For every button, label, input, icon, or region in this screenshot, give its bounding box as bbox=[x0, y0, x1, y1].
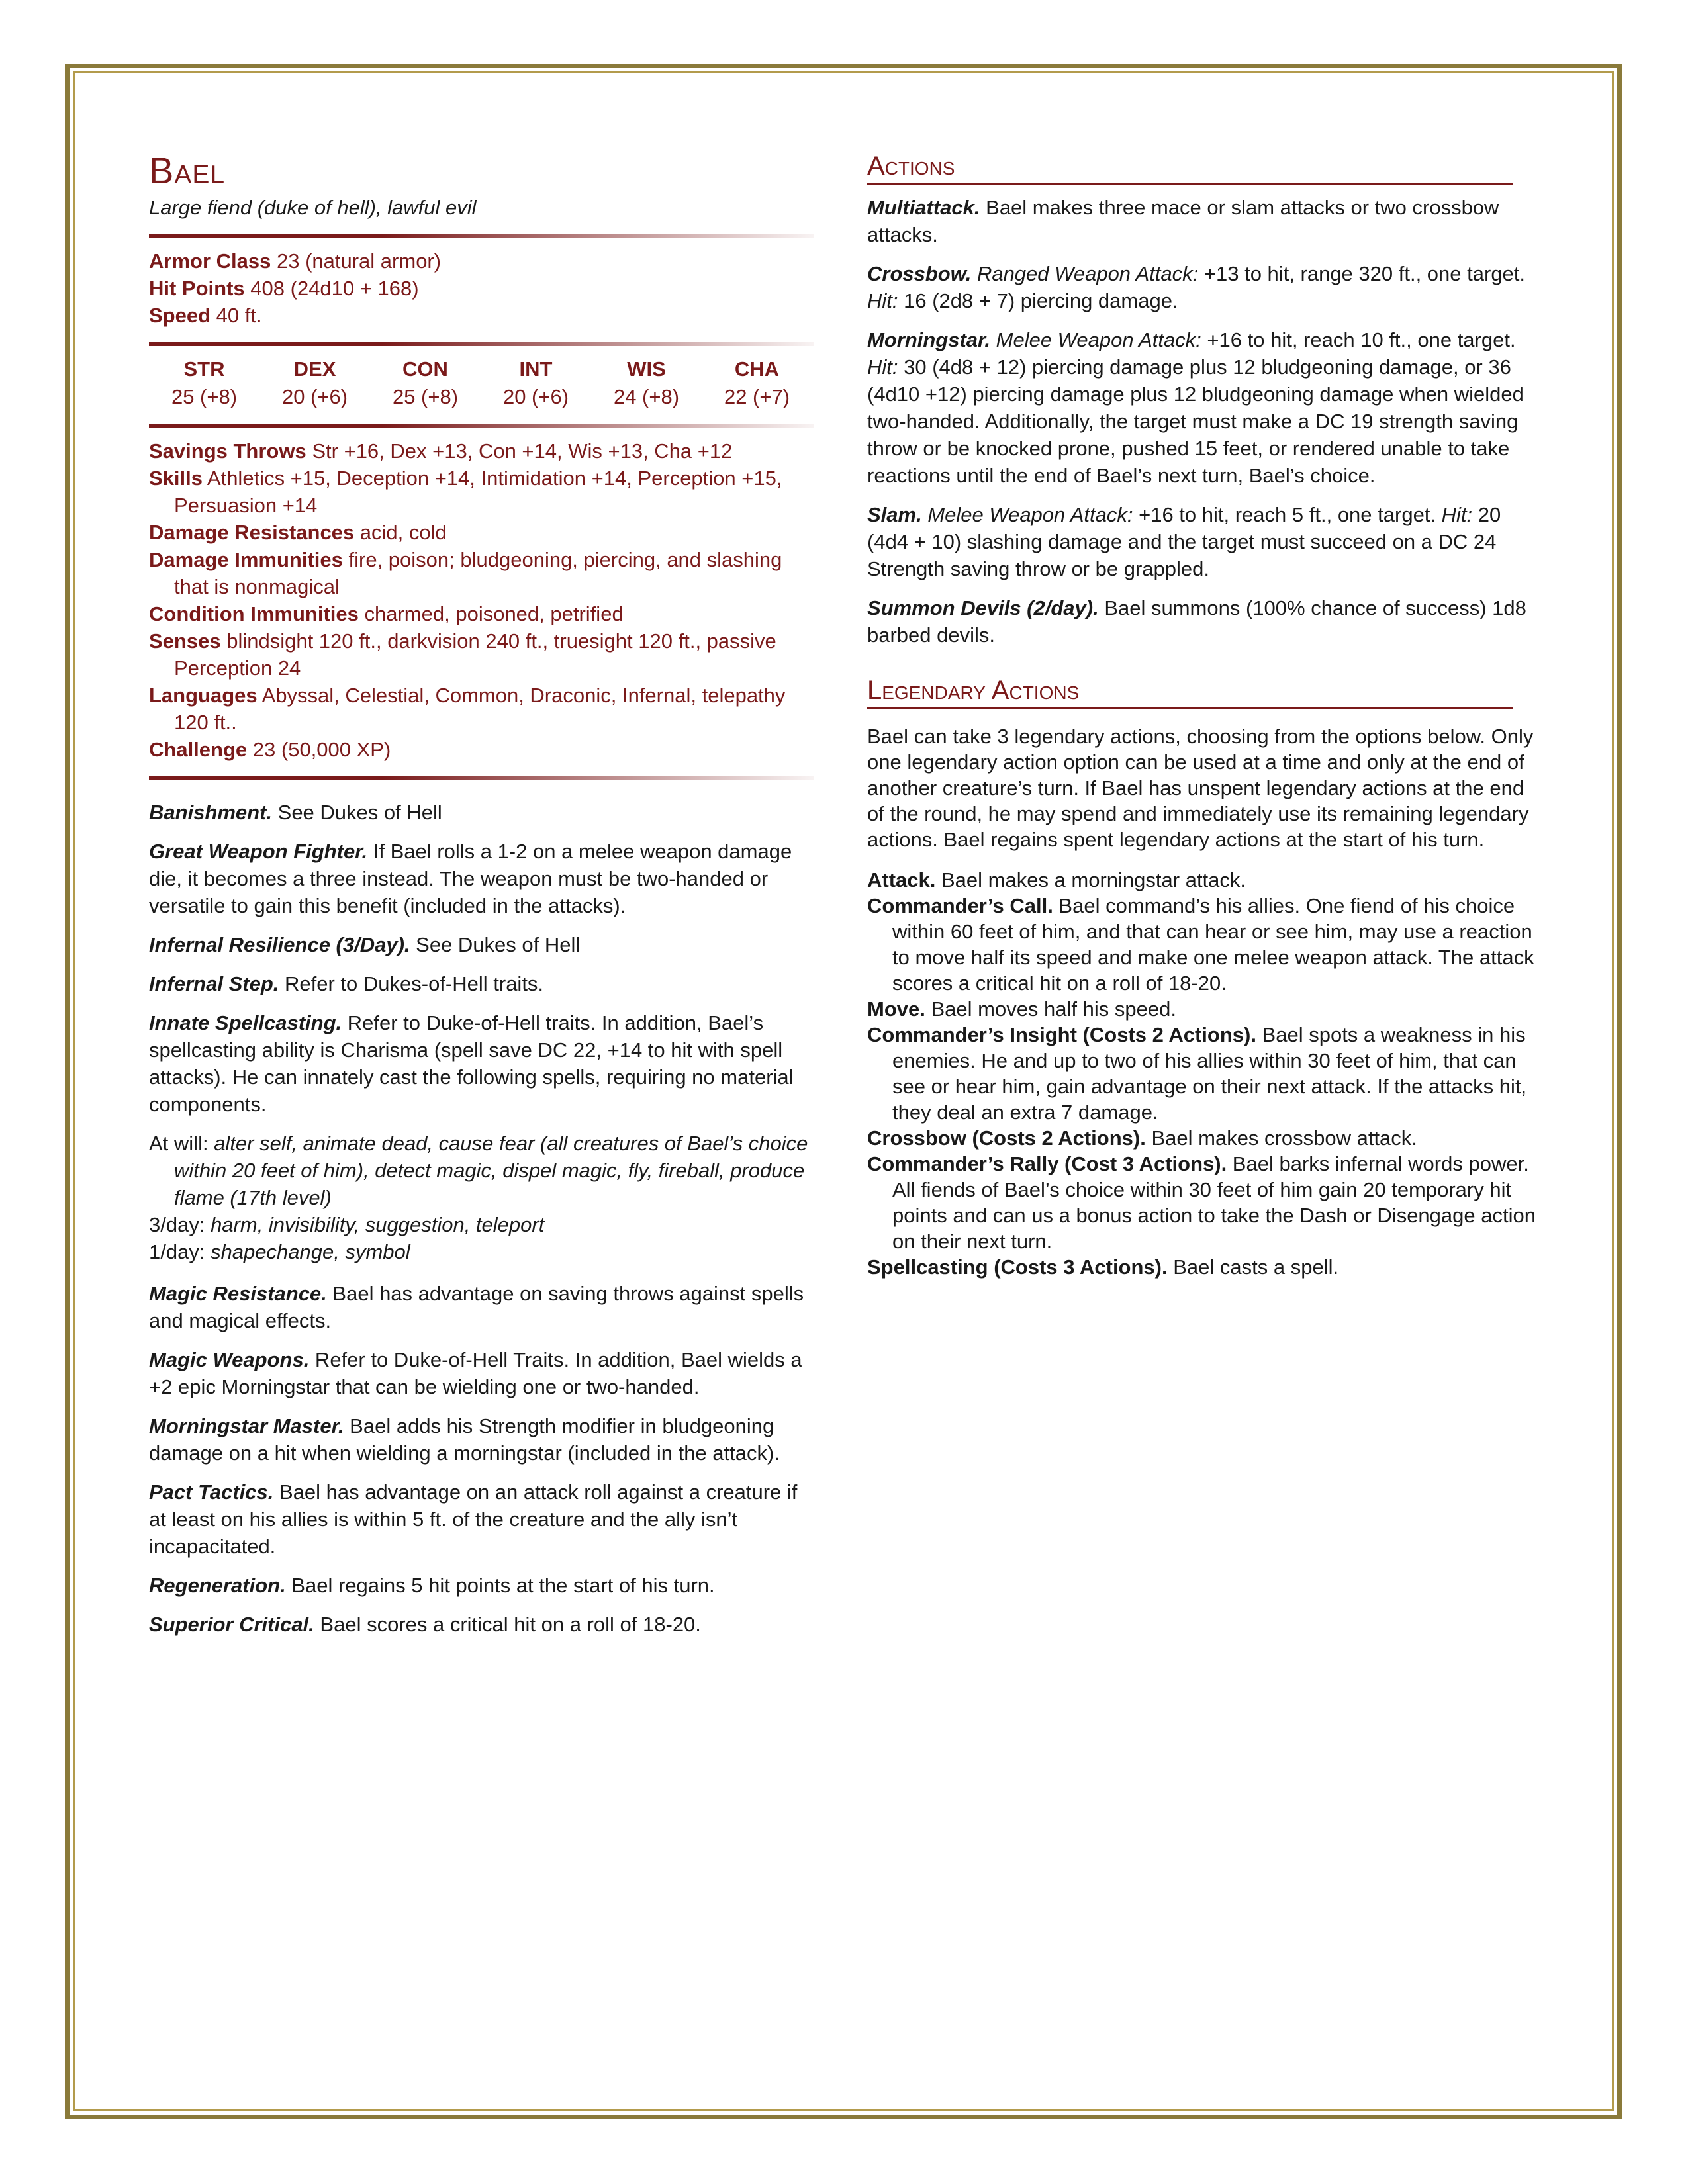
hit-label: Hit: bbox=[867, 355, 898, 379]
detail-value: fire, poison; bludgeoning, piercing, and slashing that is nonmagical bbox=[174, 548, 782, 598]
legendary-title: Commander’s Call. bbox=[867, 894, 1053, 917]
action-text: Bael summons (100% chance of success) 1d8 barbed devils. bbox=[867, 596, 1526, 647]
detail-value: Str +16, Dex +13, Con +14, Wis +13, Cha +12 bbox=[312, 439, 733, 463]
action-title: Multiattack. bbox=[867, 196, 980, 219]
trait-magic-resistance bbox=[149, 1280, 814, 1334]
ability-name: WIS bbox=[627, 357, 666, 381]
damage-resistances bbox=[149, 519, 814, 546]
hit-points bbox=[149, 275, 814, 302]
detail-value: acid, cold bbox=[359, 521, 447, 544]
spell-list: alter self, animate dead, cause fear (all creatures of Bael’s choice within 20 feet of him), detect magic, dispel magic, fly, fireball, produce flame (17th level) bbox=[174, 1132, 808, 1209]
action-slam bbox=[867, 501, 1542, 582]
legendary-actions-heading: Legendary Actions bbox=[867, 675, 1513, 709]
detail-label: Damage Resistances bbox=[149, 521, 355, 544]
ability-name: CHA bbox=[734, 357, 780, 381]
attack-type: Melee Weapon Attack: bbox=[921, 503, 1133, 526]
detail-label: Condition Immunities bbox=[149, 602, 359, 625]
trait-title: Magic Weapons. bbox=[149, 1348, 310, 1371]
trait-text: Refer to Duke-of-Hell Traits. In addition, Bael wields a +2 epic Morningstar that can be wielding one or two-handed. bbox=[149, 1348, 802, 1398]
detail-label: Damage Immunities bbox=[149, 548, 343, 571]
legendary-move bbox=[867, 996, 1542, 1022]
ability-score: 24 (+8) bbox=[613, 385, 680, 408]
trait-title: Superior Critical. bbox=[149, 1613, 314, 1636]
action-multiattack bbox=[867, 194, 1542, 248]
trait-text: Refer to Dukes-of-Hell traits. bbox=[279, 972, 544, 995]
ability-score: 25 (+8) bbox=[171, 385, 238, 408]
detail-value: blindsight 120 ft., darkvision 240 ft., truesight 120 ft., passive Perception 24 bbox=[174, 629, 776, 680]
action-title: Morningstar. bbox=[867, 328, 991, 351]
armor-class-value: 23 (natural armor) bbox=[276, 250, 442, 273]
trait-text: Bael has advantage on saving throws against spells and magical effects. bbox=[149, 1282, 804, 1332]
trait-text: See Dukes of Hell bbox=[410, 933, 581, 956]
trait-title: Banishment. bbox=[149, 801, 273, 824]
legendary-text: Bael barks infernal words power. All fiends of Bael’s choice within 30 feet of him gain 20 temporary hit points and can us a bonus action to take the Dash or Disengage action on their next turn. bbox=[892, 1152, 1536, 1253]
ability-score: 25 (+8) bbox=[392, 385, 459, 408]
trait-text: Bael regains 5 hit points at the start of his turn. bbox=[285, 1574, 715, 1597]
trait-text: Bael has advantage on an attack roll against a creature if at least on his allies is within 5 ft. of the creature and the ally isn’t incapacitated. bbox=[149, 1480, 798, 1558]
attack-type: Ranged Weapon Attack: bbox=[971, 262, 1199, 285]
trait-title: Infernal Resilience (3/Day). bbox=[149, 933, 410, 956]
legendary-commanders-insight bbox=[867, 1022, 1542, 1125]
stat-block-right-column bbox=[867, 151, 1542, 1280]
spell-prefix: 1/day: bbox=[149, 1240, 211, 1263]
action-text: Bael makes three mace or slam attacks or two crossbow attacks. bbox=[867, 196, 1499, 246]
legendary-intro: Bael can take 3 legendary actions, choosing from the options below. Only one legendary action option can be used at a time and only at the end of another creature’s turn. If Bael has unspent legendary actions at the end of the round, he may spend and immediately use its remaining legendary actions. Bael regains spent legendary actions at the start of his turn. bbox=[867, 725, 1534, 851]
monster-name: Bael bbox=[149, 150, 226, 191]
trait-great-weapon-fighter bbox=[149, 838, 814, 919]
ability-dex bbox=[259, 355, 370, 411]
legendary-title: Spellcasting (Costs 3 Actions). bbox=[867, 1255, 1168, 1279]
armor-class-label: Armor Class bbox=[149, 250, 271, 273]
trait-text: See Dukes of Hell bbox=[272, 801, 442, 824]
trait-text: Refer to Duke-of-Hell traits. In addition, Bael’s spellcasting ability is Charisma (spell save DC 22, +14 to hit with spell attacks). He can innately cast the following spells, requiring no material components. bbox=[149, 1011, 794, 1116]
legendary-text: Bael makes crossbow attack. bbox=[1145, 1126, 1417, 1150]
spell-3-day bbox=[149, 1211, 814, 1238]
monster-type: Large fiend (duke of hell), lawful evil bbox=[149, 196, 477, 219]
action-text: +13 to hit, range 320 ft., one target. bbox=[1198, 262, 1526, 285]
trait-banishment bbox=[149, 799, 814, 826]
action-text: 30 (4d8 + 12) piercing damage plus 12 bludgeoning damage, or 36 (4d10 +12) piercing damage plus 12 bludgeoning damage when wielded two-handed. Additionally, the target must make a DC 19 strength saving throw or be knocked prone, pushed 15 feet, or rendered unable to take reactions until the end of Bael’s next turn, Bael’s choice. bbox=[867, 355, 1524, 487]
attack-type: Melee Weapon Attack: bbox=[990, 328, 1201, 351]
skills bbox=[149, 465, 814, 519]
ability-name: DEX bbox=[293, 357, 336, 381]
legendary-title: Move. bbox=[867, 997, 925, 1021]
spell-at-will bbox=[149, 1130, 814, 1211]
trait-infernal-step bbox=[149, 970, 814, 997]
ability-wis bbox=[591, 355, 702, 411]
spell-list: harm, invisibility, suggestion, teleport bbox=[211, 1213, 545, 1236]
trait-innate-spellcasting bbox=[149, 1009, 814, 1118]
ability-name: STR bbox=[183, 357, 225, 381]
action-text: +16 to hit, reach 10 ft., one target. bbox=[1201, 328, 1516, 351]
speed bbox=[149, 302, 814, 329]
ability-con bbox=[370, 355, 481, 411]
legendary-text: Bael makes a morningstar attack. bbox=[935, 868, 1246, 891]
speed-value: 40 ft. bbox=[216, 304, 262, 327]
trait-text: Bael adds his Strength modifier in bludgeoning damage on a hit when wielding a morningstar (included in the attack). bbox=[149, 1414, 780, 1465]
detail-label: Senses bbox=[149, 629, 221, 653]
action-title: Summon Devils (2/day). bbox=[867, 596, 1099, 619]
detail-value: charmed, poisoned, petrified bbox=[364, 602, 624, 625]
trait-infernal-resilience bbox=[149, 931, 814, 958]
action-text: 16 (2d8 + 7) piercing damage. bbox=[898, 289, 1178, 312]
detail-label: Languages bbox=[149, 684, 258, 707]
action-summon-devils bbox=[867, 594, 1542, 649]
divider bbox=[149, 342, 814, 346]
languages bbox=[149, 682, 814, 736]
hit-label: Hit: bbox=[867, 289, 898, 312]
ability-name: CON bbox=[402, 357, 448, 381]
action-text: 20 (4d4 + 10) slashing damage and the target must succeed on a DC 24 Strength saving throw or be grappled. bbox=[867, 503, 1501, 580]
trait-text: If Bael rolls a 1-2 on a melee weapon damage die, it becomes a three instead. The weapon must be two-handed or versatile to gain this benefit (included in the attacks). bbox=[149, 840, 792, 917]
legendary-title: Commander’s Rally (Cost 3 Actions). bbox=[867, 1152, 1227, 1175]
ability-str bbox=[149, 355, 259, 411]
damage-immunities bbox=[149, 546, 814, 600]
trait-magic-weapons bbox=[149, 1346, 814, 1400]
senses bbox=[149, 627, 814, 682]
trait-text: Bael scores a critical hit on a roll of 18-20. bbox=[314, 1613, 701, 1636]
ability-score: 20 (+6) bbox=[502, 385, 569, 408]
ability-int bbox=[481, 355, 591, 411]
legendary-commanders-rally bbox=[867, 1151, 1542, 1254]
trait-title: Innate Spellcasting. bbox=[149, 1011, 342, 1034]
trait-title: Regeneration. bbox=[149, 1574, 286, 1597]
ability-scores bbox=[149, 355, 814, 411]
trait-regeneration bbox=[149, 1572, 814, 1599]
action-title: Slam. bbox=[867, 503, 922, 526]
legendary-title: Commander’s Insight (Costs 2 Actions). bbox=[867, 1023, 1256, 1046]
detail-label: Savings Throws bbox=[149, 439, 306, 463]
ability-cha bbox=[702, 355, 812, 411]
speed-label: Speed bbox=[149, 304, 211, 327]
legendary-spellcasting bbox=[867, 1254, 1542, 1280]
trait-title: Morningstar Master. bbox=[149, 1414, 344, 1437]
legendary-crossbow bbox=[867, 1125, 1542, 1151]
detail-value: Athletics +15, Deception +14, Intimidation +14, Perception +15, Persuasion +14 bbox=[174, 467, 782, 517]
spell-list: shapechange, symbol bbox=[211, 1240, 410, 1263]
divider bbox=[149, 234, 814, 238]
detail-value: Abyssal, Celestial, Common, Draconic, Infernal, telepathy 120 ft.. bbox=[174, 684, 786, 734]
hit-points-label: Hit Points bbox=[149, 277, 245, 300]
divider bbox=[149, 776, 814, 780]
condition-immunities bbox=[149, 600, 814, 627]
stat-block-left-column bbox=[149, 151, 814, 1638]
legendary-text: Bael moves half his speed. bbox=[925, 997, 1176, 1021]
trait-title: Infernal Step. bbox=[149, 972, 279, 995]
armor-class bbox=[149, 248, 814, 275]
hit-label: Hit: bbox=[1441, 503, 1473, 526]
ability-score: 20 (+6) bbox=[281, 385, 348, 408]
legendary-title: Crossbow (Costs 2 Actions). bbox=[867, 1126, 1146, 1150]
trait-pact-tactics bbox=[149, 1479, 814, 1560]
action-text: +16 to hit, reach 5 ft., one target. bbox=[1133, 503, 1442, 526]
legendary-text: Bael spots a weakness in his enemies. He and up to two of his allies within 30 feet of him, that can see or hear him, gain advantage on their next attack. If the attacks hit, they deal an extra 7 damage. bbox=[892, 1023, 1527, 1124]
trait-morningstar-master bbox=[149, 1412, 814, 1467]
legendary-text: Bael command’s his allies. One fiend of his choice within 60 feet of him, and that can hear or see him, may use a reaction to move half its speed and make one melee weapon attack. The attack scores a critical hit on a roll of 18-20. bbox=[892, 894, 1534, 995]
legendary-text: Bael casts a spell. bbox=[1167, 1255, 1339, 1279]
legendary-commanders-call bbox=[867, 893, 1542, 996]
trait-title: Pact Tactics. bbox=[149, 1480, 274, 1504]
spell-prefix: 3/day: bbox=[149, 1213, 211, 1236]
trait-superior-critical bbox=[149, 1611, 814, 1638]
detail-value: 23 (50,000 XP) bbox=[252, 738, 391, 761]
trait-title: Magic Resistance. bbox=[149, 1282, 327, 1305]
saving-throws bbox=[149, 437, 814, 465]
hit-points-value: 408 (24d10 + 168) bbox=[250, 277, 419, 300]
legendary-title: Attack. bbox=[867, 868, 936, 891]
action-crossbow bbox=[867, 260, 1542, 314]
detail-label: Skills bbox=[149, 467, 203, 490]
actions-heading: Actions bbox=[867, 151, 1513, 185]
ability-name: INT bbox=[519, 357, 553, 381]
trait-title: Great Weapon Fighter. bbox=[149, 840, 368, 863]
detail-label: Challenge bbox=[149, 738, 248, 761]
legendary-attack bbox=[867, 867, 1542, 893]
spell-prefix: At will: bbox=[149, 1132, 214, 1155]
challenge bbox=[149, 736, 814, 763]
action-title: Crossbow. bbox=[867, 262, 972, 285]
spell-1-day bbox=[149, 1238, 814, 1265]
divider bbox=[149, 424, 814, 428]
action-morningstar bbox=[867, 326, 1542, 489]
ability-score: 22 (+7) bbox=[724, 385, 790, 408]
